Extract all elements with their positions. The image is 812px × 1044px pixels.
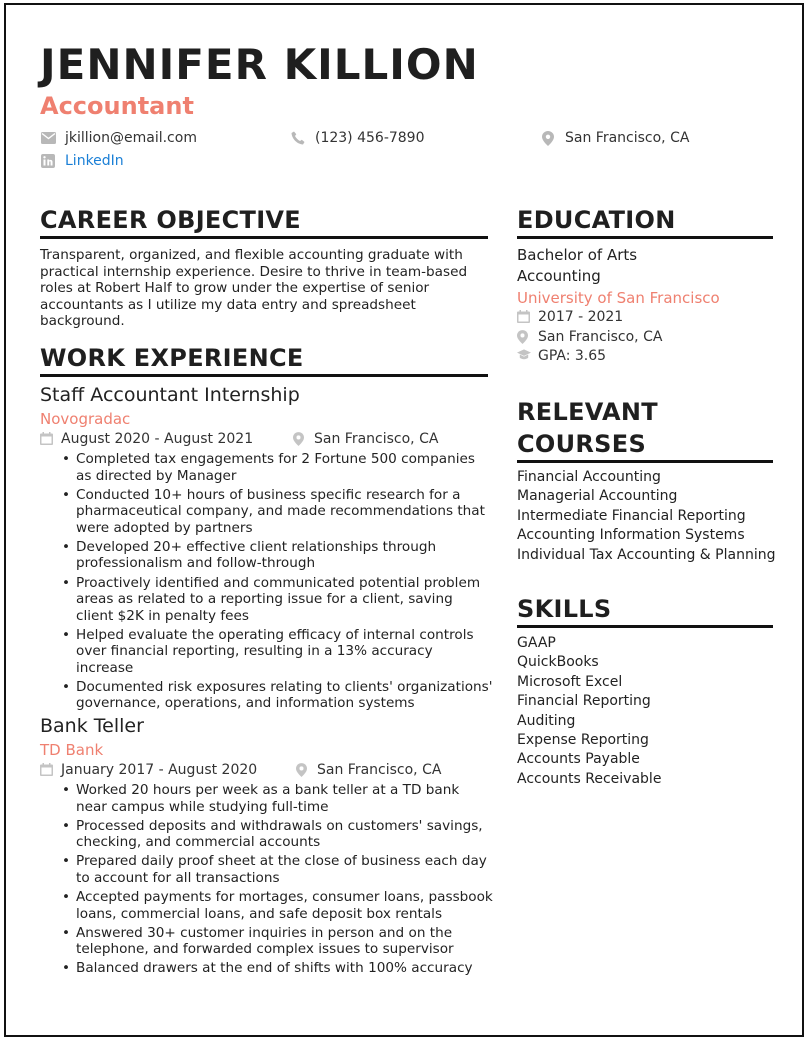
list-item: Managerial Accounting	[517, 488, 678, 505]
job-dates	[40, 762, 257, 778]
job-dates-text: August 2020 - August 2021	[61, 431, 254, 447]
section-title-line: COURSES	[517, 430, 647, 458]
list-item: Expense Reporting	[517, 732, 649, 749]
courses-list	[517, 468, 775, 565]
job-location-text: San Francisco, CA	[314, 431, 439, 447]
phone-icon	[290, 130, 306, 146]
candidate-role: Accountant	[40, 92, 194, 120]
education-location	[517, 329, 662, 345]
list-item: • Processed deposits and withdrawals on customers' savings, checking, and commercial accounts	[54, 818, 494, 851]
location-text: San Francisco, CA	[565, 130, 690, 146]
list-item: • Conducted 10+ hours of business specific research for a pharmaceutical company, and made recommendations that were adopted by partners	[54, 487, 494, 537]
list-item: Accounts Receivable	[517, 770, 662, 787]
education-gpa	[517, 348, 606, 364]
education-school: University of San Francisco	[517, 289, 720, 307]
list-item: Accounting Information Systems	[517, 527, 745, 544]
education-major: Accounting	[517, 267, 601, 285]
job-bullets	[54, 782, 494, 980]
list-item: Intermediate Financial Reporting	[517, 507, 746, 524]
skills-list	[517, 634, 661, 789]
linkedin-link[interactable]: LinkedIn	[65, 153, 124, 169]
contact-phone	[290, 130, 425, 146]
education-dates-text: 2017 - 2021	[538, 309, 624, 325]
linkedin-icon	[40, 153, 56, 169]
education-degree: Bachelor of Arts	[517, 246, 638, 264]
list-item: GAAP	[517, 635, 556, 651]
job-title: Bank Teller	[40, 715, 144, 737]
job-company: TD Bank	[40, 741, 104, 759]
section-title-career-objective: CAREER OBJECTIVE	[40, 206, 488, 239]
list-item: Accounts Payable	[517, 751, 640, 768]
section-title-relevant-courses	[517, 398, 773, 463]
calendar-icon	[40, 763, 54, 777]
list-item: • Answered 30+ customer inquiries in person and on the telephone, and forwarded complex issues to supervisor	[54, 925, 494, 958]
job-dates	[40, 431, 253, 447]
contact-location	[540, 130, 689, 146]
list-item: Individual Tax Accounting & Planning	[517, 546, 776, 563]
list-item: Auditing	[517, 712, 576, 729]
job-location	[293, 431, 438, 447]
graduation-cap-icon	[517, 349, 531, 363]
job-location-text: San Francisco, CA	[317, 762, 442, 778]
job-location	[296, 762, 441, 778]
education-location-text: San Francisco, CA	[538, 329, 663, 345]
phone-text[interactable]: (123) 456-7890	[315, 130, 425, 146]
list-item: • Accepted payments for mortages, consumer loans, passbook loans, commercial loans, and safe deposit box rentals	[54, 889, 494, 922]
list-item: Microsoft Excel	[517, 673, 623, 690]
map-pin-icon	[293, 432, 307, 446]
list-item: Financial Accounting	[517, 469, 661, 485]
section-title-work-experience: WORK EXPERIENCE	[40, 344, 488, 377]
education-dates	[517, 309, 623, 325]
calendar-icon	[40, 432, 54, 446]
list-item: • Helped evaluate the operating efficacy of internal controls over financial reporting, resulting in a 13% accuracy increase	[54, 627, 494, 677]
education-gpa-text: GPA: 3.65	[538, 348, 607, 364]
list-item: • Worked 20 hours per week as a bank teller at a TD bank near campus while studying full-time	[54, 782, 494, 815]
list-item: • Developed 20+ effective client relationships through professionalism and follow-through	[54, 539, 494, 572]
envelope-icon	[40, 130, 56, 146]
section-title-education: EDUCATION	[517, 206, 773, 239]
candidate-name: JENNIFER KILLION	[40, 40, 479, 89]
map-pin-icon	[540, 130, 556, 146]
list-item: • Completed tax engagements for 2 Fortune 500 companies as directed by Manager	[54, 451, 494, 484]
map-pin-icon	[517, 330, 531, 344]
list-item: • Balanced drawers at the end of shifts with 100% accuracy	[54, 960, 494, 977]
contact-email	[40, 130, 197, 146]
list-item: • Documented risk exposures relating to clients' organizations' governance, operations, and information systems	[54, 679, 494, 712]
section-title-line: RELEVANT	[517, 398, 658, 426]
email-text[interactable]: jkillion@email.com	[65, 130, 197, 146]
job-bullets	[54, 451, 494, 715]
list-item: • Proactively identified and communicated potential problem areas as related to a reporting issue for a client, saving client $2K in penalty fees	[54, 575, 494, 625]
list-item: QuickBooks	[517, 654, 599, 671]
job-title: Staff Accountant Internship	[40, 384, 300, 406]
list-item: Financial Reporting	[517, 693, 651, 710]
job-dates-text: January 2017 - August 2020	[61, 762, 258, 778]
list-item: • Prepared daily proof sheet at the close of business each day to account for all transactions	[54, 853, 494, 886]
section-title-skills: SKILLS	[517, 595, 773, 628]
calendar-icon	[517, 310, 531, 324]
job-company: Novogradac	[40, 410, 131, 428]
contact-linkedin	[40, 153, 124, 169]
career-objective-text: Transparent, organized, and flexible accounting graduate with practical internship experience. Desire to thrive in team-based roles at Robert Half to grow under the expertise of senior accountants as I utilize my data entry and spreadsheet background.	[40, 247, 468, 329]
map-pin-icon	[296, 763, 310, 777]
